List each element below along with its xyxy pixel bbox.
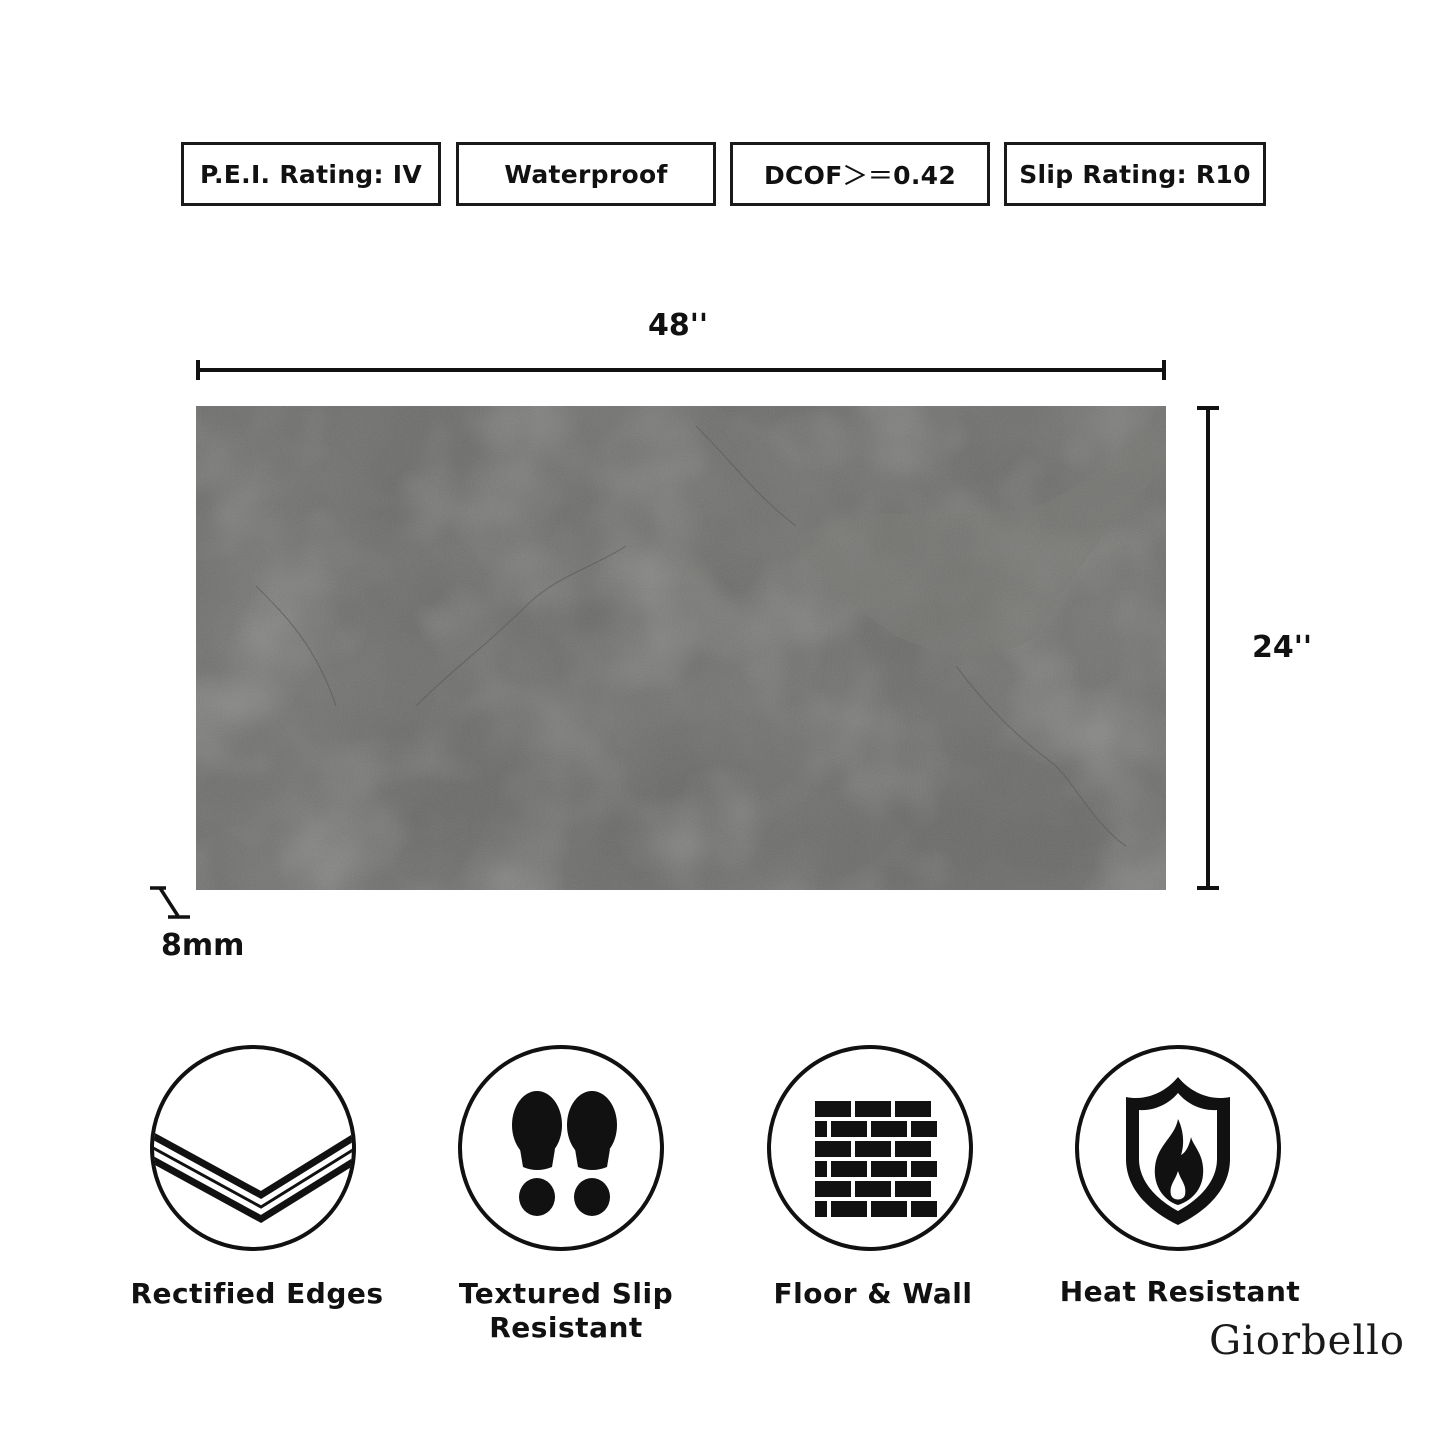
brick [895, 1181, 931, 1197]
brick [855, 1141, 891, 1157]
feature-label-floor-wall: Floor & Wall [773, 1277, 973, 1310]
brick [815, 1121, 827, 1137]
brick [895, 1101, 931, 1117]
spec-dcof: DCOF＞＝0.42 [730, 142, 990, 206]
feature-heat-resistant [1075, 1045, 1281, 1251]
rectified-edges-icon [154, 1049, 352, 1247]
brick [871, 1121, 907, 1137]
brick [831, 1201, 867, 1217]
height-dimension-label: 24'' [1252, 630, 1313, 665]
brick [831, 1121, 867, 1137]
fire-shield-icon [1079, 1049, 1277, 1247]
brick [815, 1101, 851, 1117]
brand-logo: Giorbello [1209, 1318, 1405, 1364]
brick [911, 1121, 937, 1137]
brick [855, 1101, 891, 1117]
brick [871, 1161, 907, 1177]
brick [815, 1201, 827, 1217]
brick [895, 1141, 931, 1157]
brick [871, 1201, 907, 1217]
feature-label-heat-resistant: Heat Resistant [1059, 1275, 1301, 1308]
feature-textured-slip [458, 1045, 664, 1251]
brick [815, 1181, 851, 1197]
footprints-icon [462, 1049, 660, 1247]
feature-floor-wall [767, 1045, 973, 1251]
brick [911, 1161, 937, 1177]
thickness-marker [150, 888, 190, 917]
brick [855, 1181, 891, 1197]
brick [911, 1201, 937, 1217]
brick [815, 1161, 827, 1177]
feature-label-rectified-edges: Rectified Edges [130, 1277, 384, 1310]
spec-waterproof: Waterproof [456, 142, 716, 206]
feature-label-textured-slip-line2: Resistant [489, 1311, 643, 1344]
brick [815, 1141, 851, 1157]
width-dimension-label: 48'' [648, 308, 709, 343]
thickness-label: 8mm [161, 928, 245, 963]
brick-wall-icon [771, 1049, 969, 1247]
spec-pei-rating: P.E.I. Rating: IV [181, 142, 441, 206]
feature-label-textured-slip-line1: Textured Slip [458, 1277, 674, 1310]
spec-slip-rating: Slip Rating: R10 [1004, 142, 1266, 206]
feature-label-textured-slip [416, 1277, 716, 1345]
stone-tile-image [196, 406, 1166, 890]
brick [831, 1161, 867, 1177]
feature-rectified-edges [150, 1045, 356, 1251]
